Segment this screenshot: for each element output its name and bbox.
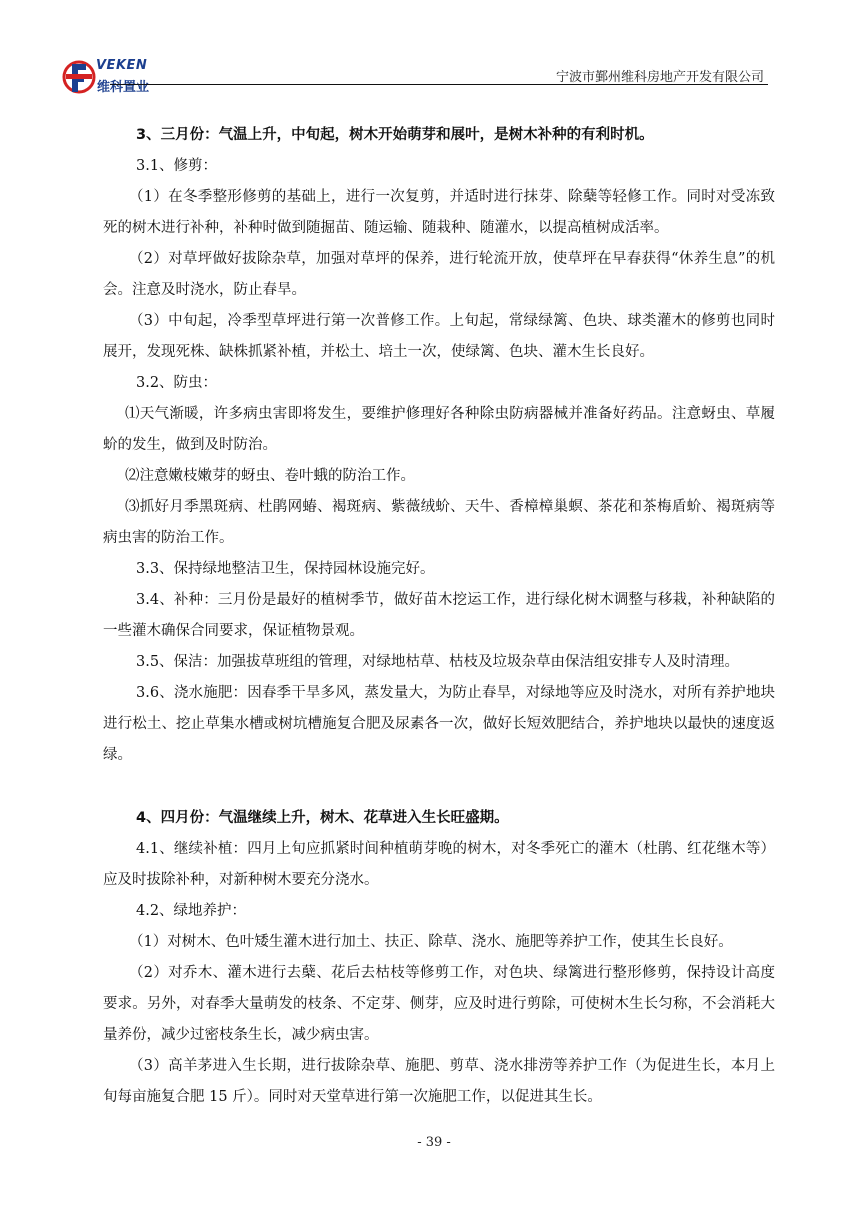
subsection-3-3: 3.3、保持绿地整洁卫生，保持园林设施完好。 <box>136 561 435 577</box>
paragraph-3-2-1: ⑴天气渐暖，许多病虫害即将发生，要维护修理好各种除虫防病器械并准备好药品。注意蚜虫、草履蚧的发生，做到及时防治。 <box>103 406 775 453</box>
paragraph-3-1-1: （1）在冬季整形修剪的基础上，进行一次复剪，并适时进行抹芽、除蘖等轻修工作。同时对受冻致死的树木进行补种，补种时做到随掘苗、随运输、随栽种、随灌水，以提高植树成活率。 <box>103 189 775 236</box>
header-rule <box>110 84 768 85</box>
section-spacer <box>103 771 775 803</box>
paragraph-3-1-3: （3）中旬起，冷季型草坪进行第一次普修工作。上旬起，常绿绿篱、色块、球类灌木的修剪也同时展开，发现死株、缺株抓紧补植，并松土、培土一次，使绿篱、色块、灌木生长良好。 <box>103 313 775 360</box>
paragraph-4-2-3: （3）高羊茅进入生长期，进行拔除杂草、施肥、剪草、浇水排涝等养护工作（为促进生长，本月上旬每亩施复合肥 15 斤）。同时对天堂草进行第一次施肥工作，以促进其生长。 <box>103 1058 775 1105</box>
company-name: 宁波市鄞州维科房地产开发有限公司 <box>555 70 764 85</box>
subsection-3-4: 3.4、补种：三月份是最好的植树季节，做好苗木挖运工作，进行绿化树木调整与移栽，补种缺陷的一些灌木确保合同要求，保证植物景观。 <box>103 592 775 639</box>
subsection-4-1: 4.1、继续补植：四月上旬应抓紧时间种植萌芽晚的树木，对冬季死亡的灌木（杜鹃、红花继木等）应及时拔除补种，对新种树木要充分浇水。 <box>103 841 775 888</box>
section-heading-april: 4、四月份：气温继续上升，树木、花草进入生长旺盛期。 <box>136 810 509 826</box>
page-number: - 39 - <box>417 1135 451 1150</box>
section-heading-march: 3、三月份：气温上升，中旬起，树木开始萌芽和展叶，是树木补种的有利时机。 <box>136 127 654 143</box>
paragraph-4-2-1: （1）对树木、色叶矮生灌木进行加土、扶正、除草、浇水、施肥等养护工作，使其生长良好。 <box>129 934 733 950</box>
document-body <box>103 120 775 1113</box>
subsection-3-1: 3.1、修剪： <box>136 158 218 174</box>
paragraph-3-2-2: ⑵注意嫩枝嫩芽的蚜虫、卷叶蛾的防治工作。 <box>125 468 415 484</box>
page-header <box>0 0 868 100</box>
logo-text-en: VEKEN <box>96 58 148 73</box>
subsection-3-5: 3.5、保洁：加强拔草班组的管理，对绿地枯草、枯枝及垃圾杂草由保洁组安排专人及时清理。 <box>136 654 740 670</box>
paragraph-3-1-2: （2）对草坪做好拔除杂草，加强对草坪的保养，进行轮流开放，使草坪在早春获得“休养生息”的机会。注意及时浇水，防止春旱。 <box>103 251 775 298</box>
logo-text-cn: 维科置业 <box>97 80 150 95</box>
subsection-4-2: 4.2、绿地养护： <box>136 903 247 919</box>
paragraph-4-2-2: （2）对乔木、灌木进行去蘖、花后去枯枝等修剪工作，对色块、绿篱进行整形修剪，保持设计高度要求。另外，对春季大量萌发的枝条、不定芽、侧芽，应及时进行剪除，可使树木生长匀称，不会消耗大量养份，减少过密枝条生长，减少病虫害。 <box>103 965 775 1043</box>
company-logo <box>62 56 162 98</box>
veken-logo-icon <box>62 56 96 98</box>
paragraph-3-2-3: ⑶抓好月季黑斑病、杜鹃网蝽、褐斑病、紫薇绒蚧、天牛、香樟樟巢螟、茶花和茶梅盾蚧、褐斑病等病虫害的防治工作。 <box>103 499 775 546</box>
subsection-3-2: 3.2、防虫： <box>136 375 218 391</box>
subsection-3-6: 3.6、浇水施肥：因春季干旱多风，蒸发量大，为防止春旱，对绿地等应及时浇水，对所有养护地块进行松土、挖止草集水槽或树坑槽施复合肥及尿素各一次，做好长短效肥结合，养护地块以最快的速度返绿。 <box>103 685 775 763</box>
